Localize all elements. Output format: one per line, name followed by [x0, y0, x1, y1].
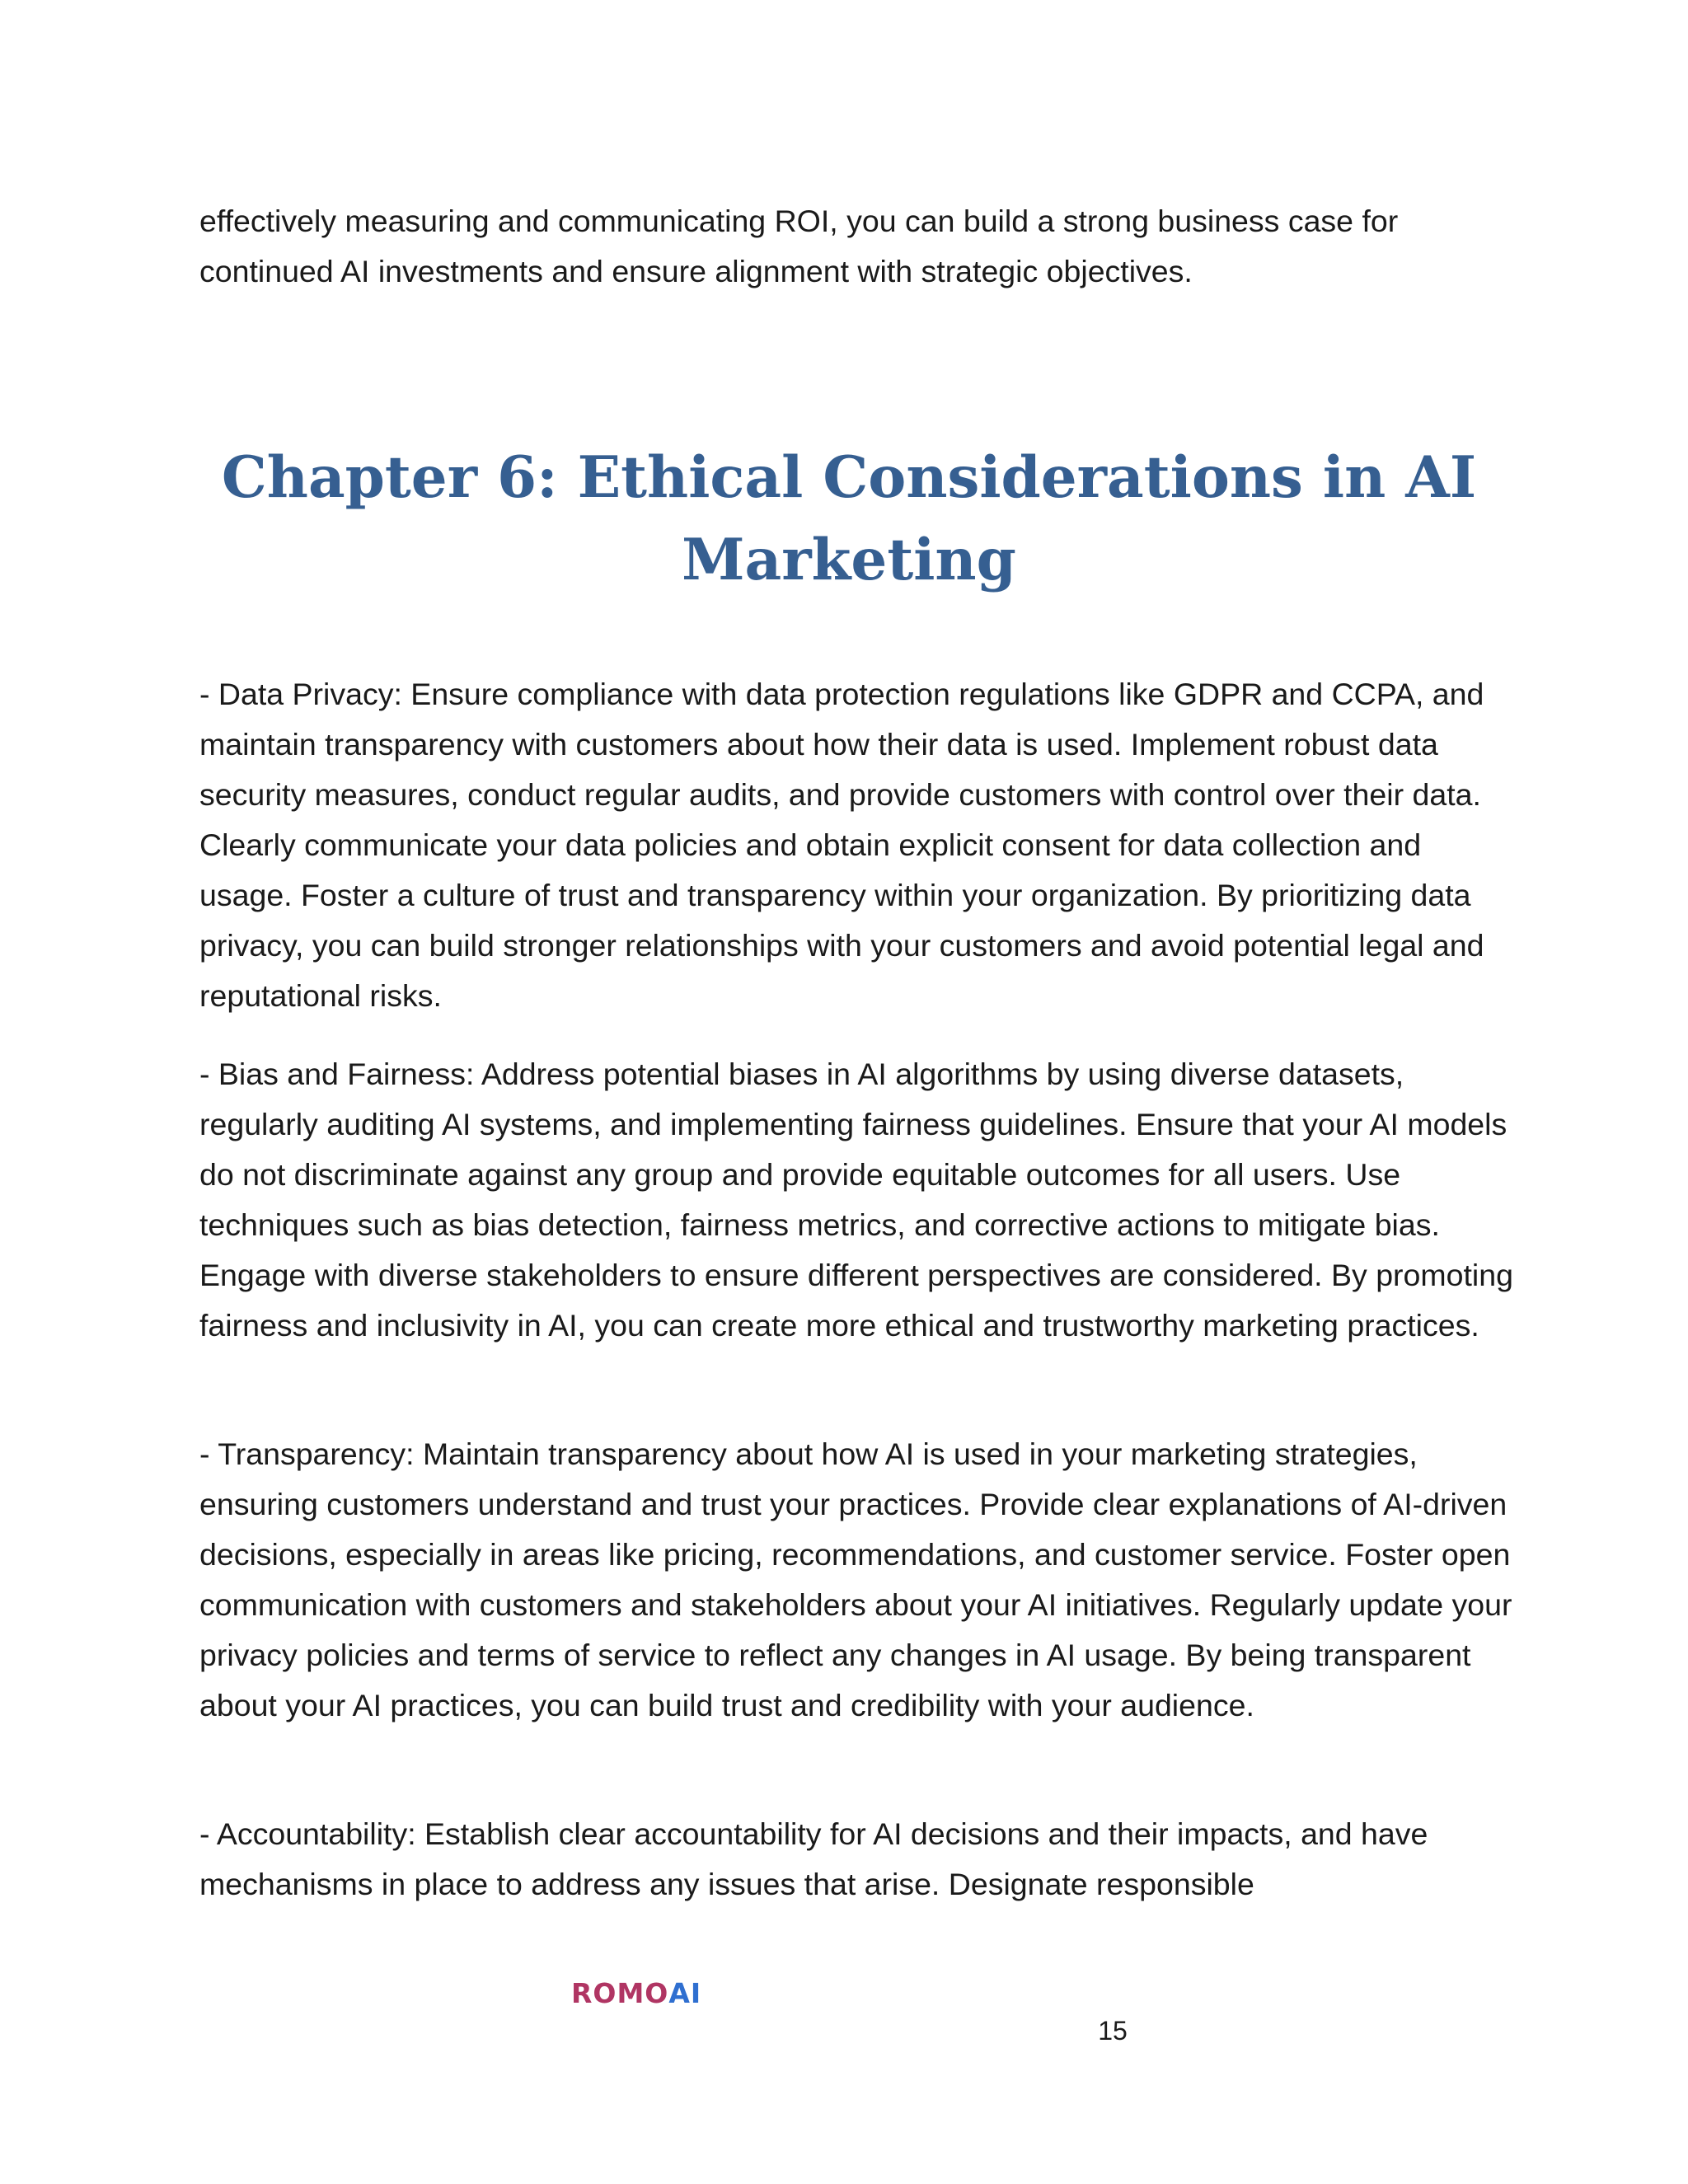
- intro-paragraph: effectively measuring and communicating ROI, you can build a strong business case for continued AI investments and ensure alignment with strategic objectives.: [199, 204, 1399, 288]
- paragraph-accountability: - Accountability: Establish clear accountability for AI decisions and their impacts, and have mechanisms in place to address any issues that arise. Designate responsible: [199, 1816, 1428, 1901]
- paragraph-bias-and-fairness: - Bias and Fairness: Address potential biases in AI algorithms by using diverse datasets, regularly auditing AI systems, and implementing fairness guidelines. Ensure that your AI models do not discriminate against any group and provide equitable outcomes for all users. Use techniques such as bias detection, fairness metrics, and corrective actions to mitigate bias. Engage with diverse stakeholders to ensure different perspectives are considered. By promoting fairness and inclusivity in AI, you can create more ethical and trustworthy marketing practices.: [199, 1057, 1513, 1343]
- paragraph-transparency: - Transparency: Maintain transparency about how AI is used in your marketing strategies, ensuring customers understand and trust your practices. Provide clear explanations of AI-driven decisions, especially in areas like pricing, recommendations, and customer service. Foster open communication with customers and stakeholders about your AI initiatives. Regularly update your privacy policies and terms of service to reflect any changes in AI usage. By being transparent about your AI practices, you can build trust and credibility with your audience.: [199, 1436, 1512, 1722]
- page-number: 15: [1098, 2016, 1128, 2046]
- logo-text-ai: AI: [668, 1976, 702, 2009]
- logo-text-romo: ROMO: [571, 1976, 669, 2009]
- chapter-title: Chapter 6: Ethical Considerations in AI Marketing: [221, 444, 1477, 593]
- romoai-logo: [571, 1976, 701, 2009]
- paragraph-data-privacy: - Data Privacy: Ensure compliance with data protection regulations like GDPR and CCPA, and maintain transparency with customers about how their data is used. Implement robust data security measures, conduct regular audits, and provide customers with control over their data. Clearly communicate your data policies and obtain explicit consent for data collection and usage. Foster a culture of trust and transparency within your organization. By prioritizing data privacy, you can build stronger relationships with your customers and avoid potential legal and reputational risks.: [199, 677, 1484, 1013]
